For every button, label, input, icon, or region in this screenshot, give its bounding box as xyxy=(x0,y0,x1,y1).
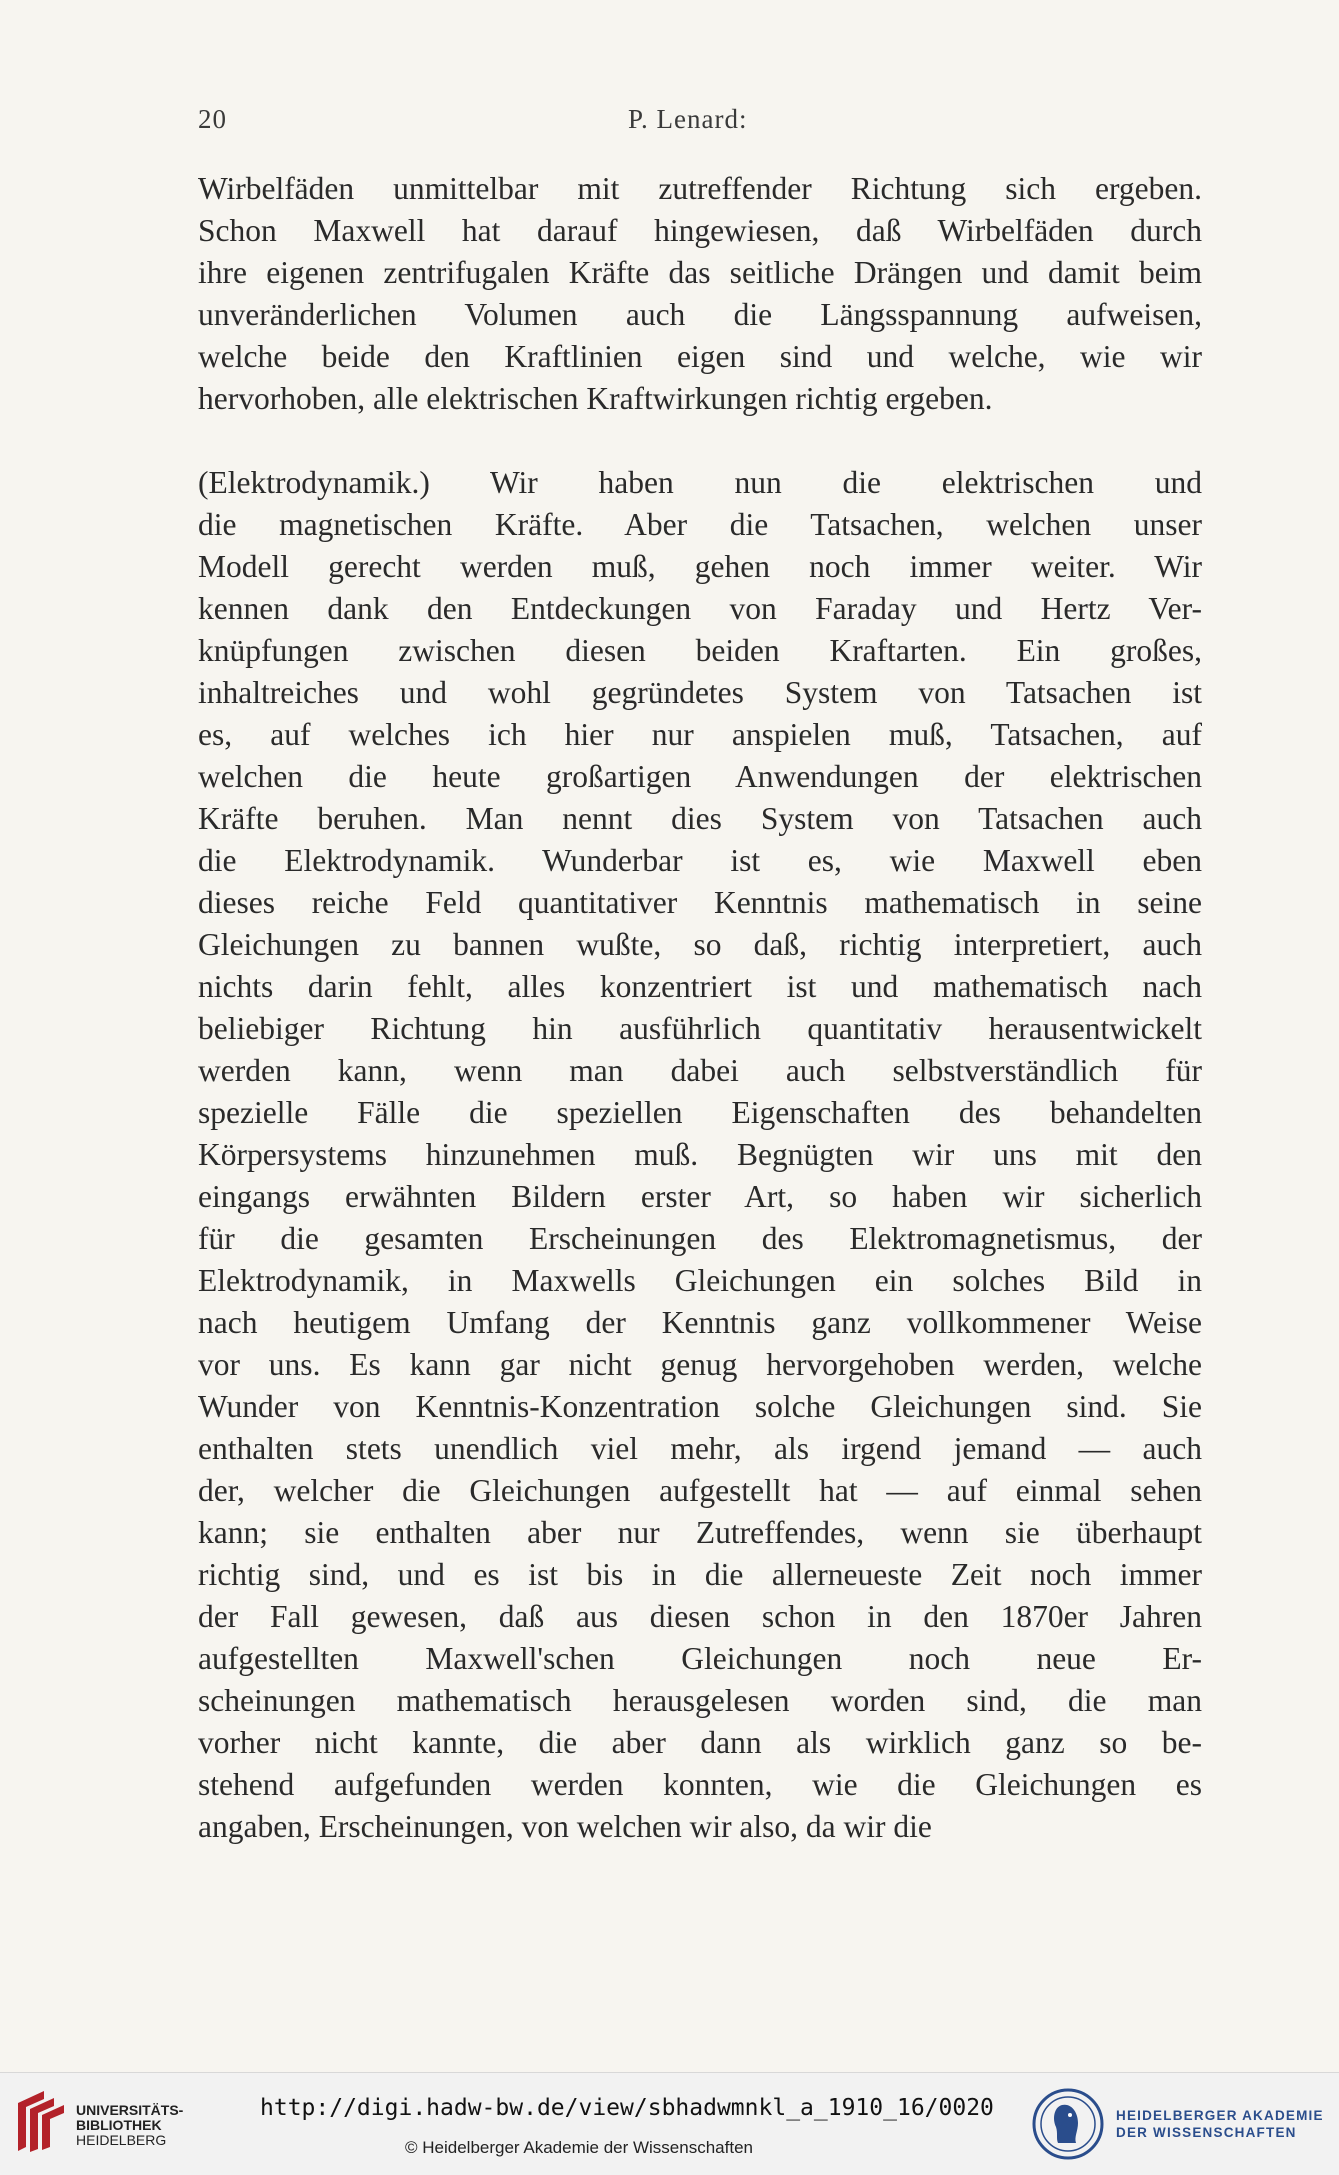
running-title: P. Lenard: xyxy=(628,104,748,134)
text-line: die magnetischen Kräfte. Aber die Tatsachen, welchen unser xyxy=(198,507,1202,542)
text-line: unveränderlichen Volumen auch die Längsspannung aufweisen, xyxy=(198,297,1202,332)
text-line: dieses reiche Feld quantitativer Kenntnis mathematisch in seine xyxy=(198,885,1202,920)
text-line: kann; sie enthalten aber nur Zutreffendes, wenn sie überhaupt xyxy=(198,1515,1202,1550)
library-name-line: BIBLIOTHEK xyxy=(76,2117,162,2133)
text-line: Schon Maxwell hat darauf hingewiesen, daß Wirbelfäden durch xyxy=(198,213,1202,248)
text-line: werden kann, wenn man dabei auch selbstverständlich für xyxy=(198,1053,1202,1088)
academy-name xyxy=(1116,2107,1324,2141)
text-line: ihre eigenen zentrifugalen Kräfte das seitliche Drängen und damit beim xyxy=(198,255,1202,290)
text-line: die Elektrodynamik. Wunderbar ist es, wie Maxwell eben xyxy=(198,843,1202,878)
paragraph-gap xyxy=(198,420,1202,462)
text-line: für die gesamten Erscheinungen des Elektromagnetismus, der xyxy=(198,1221,1202,1256)
text-line: stehend aufgefunden werden konnten, wie die Gleichungen es xyxy=(198,1767,1202,1802)
university-library-logo-icon[interactable] xyxy=(14,2089,66,2153)
academy-name-line: HEIDELBERGER AKADEMIE xyxy=(1116,2108,1324,2123)
text-line: es, auf welches ich hier nur anspielen muß, Tatsachen, auf xyxy=(198,717,1202,752)
text-line: Elektrodynamik, in Maxwells Gleichungen ein solches Bild in xyxy=(198,1263,1202,1298)
text-line: Körpersystems hinzunehmen muß. Begnügten wir uns mit den xyxy=(198,1137,1202,1172)
footer-bar xyxy=(0,2072,1339,2175)
text-line: scheinungen mathematisch herausgelesen worden sind, die man xyxy=(198,1683,1202,1718)
text-line: welchen die heute großartigen Anwendungen der elektrischen xyxy=(198,759,1202,794)
copyright-notice: © Heidelberger Akademie der Wissenschaften xyxy=(405,2138,753,2157)
text-line: enthalten stets unendlich viel mehr, als irgend jemand — auch xyxy=(198,1431,1202,1466)
text-line: angaben, Erscheinungen, von welchen wir also, da wir die xyxy=(198,1809,932,1844)
text-line: Kräfte beruhen. Man nennt dies System von Tatsachen auch xyxy=(198,801,1202,836)
text-line: Gleichungen zu bannen wußte, so daß, richtig interpretiert, auch xyxy=(198,927,1202,962)
text-line: nichts darin fehlt, alles konzentriert ist und mathematisch nach xyxy=(198,969,1202,1004)
running-head xyxy=(198,104,1202,144)
text-line: kennen dank den Entdeckungen von Faraday und Hertz Ver- xyxy=(198,591,1202,626)
text-line: knüpfungen zwischen diesen beiden Kraftarten. Ein großes, xyxy=(198,633,1202,668)
text-line: (Elektrodynamik.) Wir haben nun die elektrischen und xyxy=(198,465,1202,500)
academy-name-line: DER WISSENSCHAFTEN xyxy=(1116,2125,1297,2140)
text-line: aufgestellten Maxwell'schen Gleichungen noch neue Er- xyxy=(198,1641,1202,1676)
text-line: Wirbelfäden unmittelbar mit zutreffender Richtung sich ergeben. xyxy=(198,171,1202,206)
text-line: richtig sind, und es ist bis in die allerneueste Zeit noch immer xyxy=(198,1557,1202,1592)
text-line: der Fall gewesen, daß aus diesen schon in den 1870er Jahren xyxy=(198,1599,1202,1634)
academy-seal-icon[interactable] xyxy=(1032,2087,1104,2161)
library-name-line: HEIDELBERG xyxy=(76,2132,167,2148)
text-line: welche beide den Kraftlinien eigen sind und welche, wie wir xyxy=(198,339,1202,374)
text-line: vorher nicht kannte, die aber dann als wirklich ganz so be- xyxy=(198,1725,1202,1760)
permalink-url[interactable]: http://digi.hadw-bw.de/view/sbhadwmnkl_a_1910_16/0020 xyxy=(260,2095,994,2121)
text-line: der, welcher die Gleichungen aufgestellt hat — auf einmal sehen xyxy=(198,1473,1202,1508)
text-line: spezielle Fälle die speziellen Eigenschaften des behandelten xyxy=(198,1095,1202,1130)
library-name-line: UNIVERSITÄTS- xyxy=(76,2102,184,2118)
text-line: Wunder von Kenntnis-Konzentration solche Gleichungen sind. Sie xyxy=(198,1389,1202,1424)
text-line: beliebiger Richtung hin ausführlich quantitativ herausentwickelt xyxy=(198,1011,1202,1046)
library-name xyxy=(76,2103,183,2148)
text-line: inhaltreiches und wohl gegründetes System von Tatsachen ist xyxy=(198,675,1202,710)
text-line: nach heutigem Umfang der Kenntnis ganz vollkommener Weise xyxy=(198,1305,1202,1340)
text-line: vor uns. Es kann gar nicht genug hervorgehoben werden, welche xyxy=(198,1347,1202,1382)
text-line: Modell gerecht werden muß, gehen noch immer weiter. Wir xyxy=(198,549,1202,584)
text-line: eingangs erwähnten Bildern erster Art, so haben wir sicherlich xyxy=(198,1179,1202,1214)
page-number: 20 xyxy=(198,104,227,134)
text-line: hervorhoben, alle elektrischen Kraftwirkungen richtig ergeben. xyxy=(198,381,993,416)
body-text xyxy=(198,168,1202,1848)
